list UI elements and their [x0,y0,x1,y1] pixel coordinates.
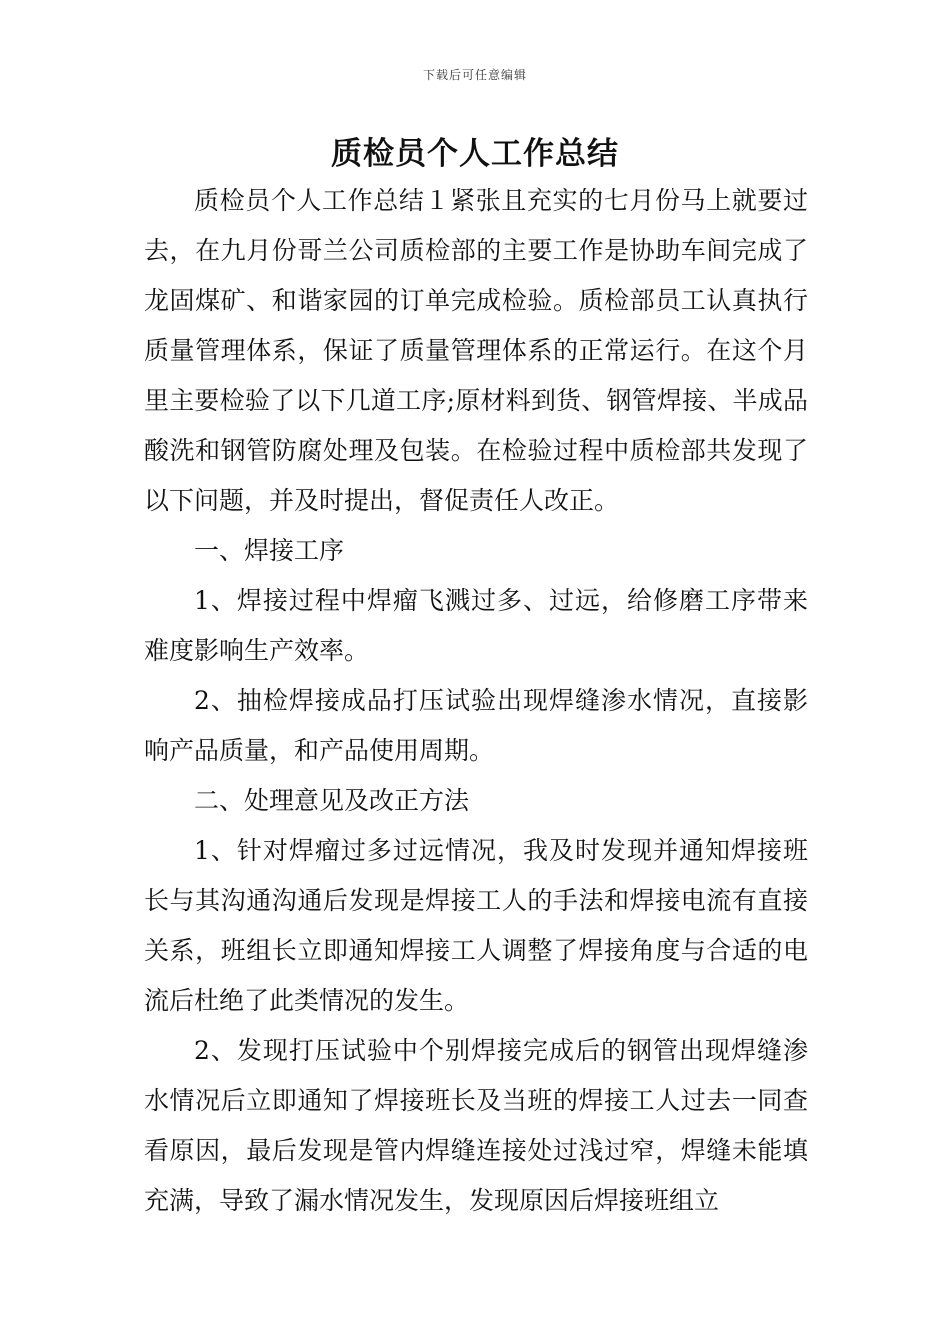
header-note: 下载后可任意编辑 [422,68,527,82]
paragraph-welding-issue-1: 1、焊接过程中焊瘤飞溅过多、过远，给修磨工序带来难度影响生产效率。 [144,586,808,665]
document-title: 质检员个人工作总结 [331,136,619,172]
paragraph-intro: 质检员个人工作总结１紧张且充实的七月份马上就要过去，在九月份哥兰公司质检部的主要工作是协助车间完成了龙固煤矿、和谐家园的订单完成检验。质检部员工认真执行质量管理体系，保证了质量管理体系的正常运行。在这个月里主要检验了以下几道工序;原材料到货、钢管焊接、半成品酸洗和钢管防腐处理及包装。在检验过程中质检部共发现了以下问题，并及时提出，督促责任人改正。 [144,186,808,515]
document-body [144,176,808,1226]
paragraph-corrective-action-2: 2、发现打压试验中个别焊接完成后的钢管出现焊缝渗水情况后立即通知了焊接班长及当班的焊接工人过去一同查看原因，最后发现是管内焊缝连接处过浅过窄，焊缝未能填充满，导致了漏水情况发生，发现原因后焊接班组立 [144,1036,808,1215]
section-heading-corrective-actions: 二、处理意见及改正方法 [194,786,470,815]
paragraph-welding-issue-2: 2、抽检焊接成品打压试验出现焊缝渗水情况，直接影响产品质量，和产品使用周期。 [144,686,808,765]
section-heading-welding-process: 一、焊接工序 [194,536,345,565]
paragraph-corrective-action-1: 1、针对焊瘤过多过远情况，我及时发现并通知焊接班长与其沟通沟通后发现是焊接工人的手法和焊接电流有直接关系，班组长立即通知焊接工人调整了焊接角度与合适的电流后杜绝了此类情况的发生。 [144,836,808,1015]
